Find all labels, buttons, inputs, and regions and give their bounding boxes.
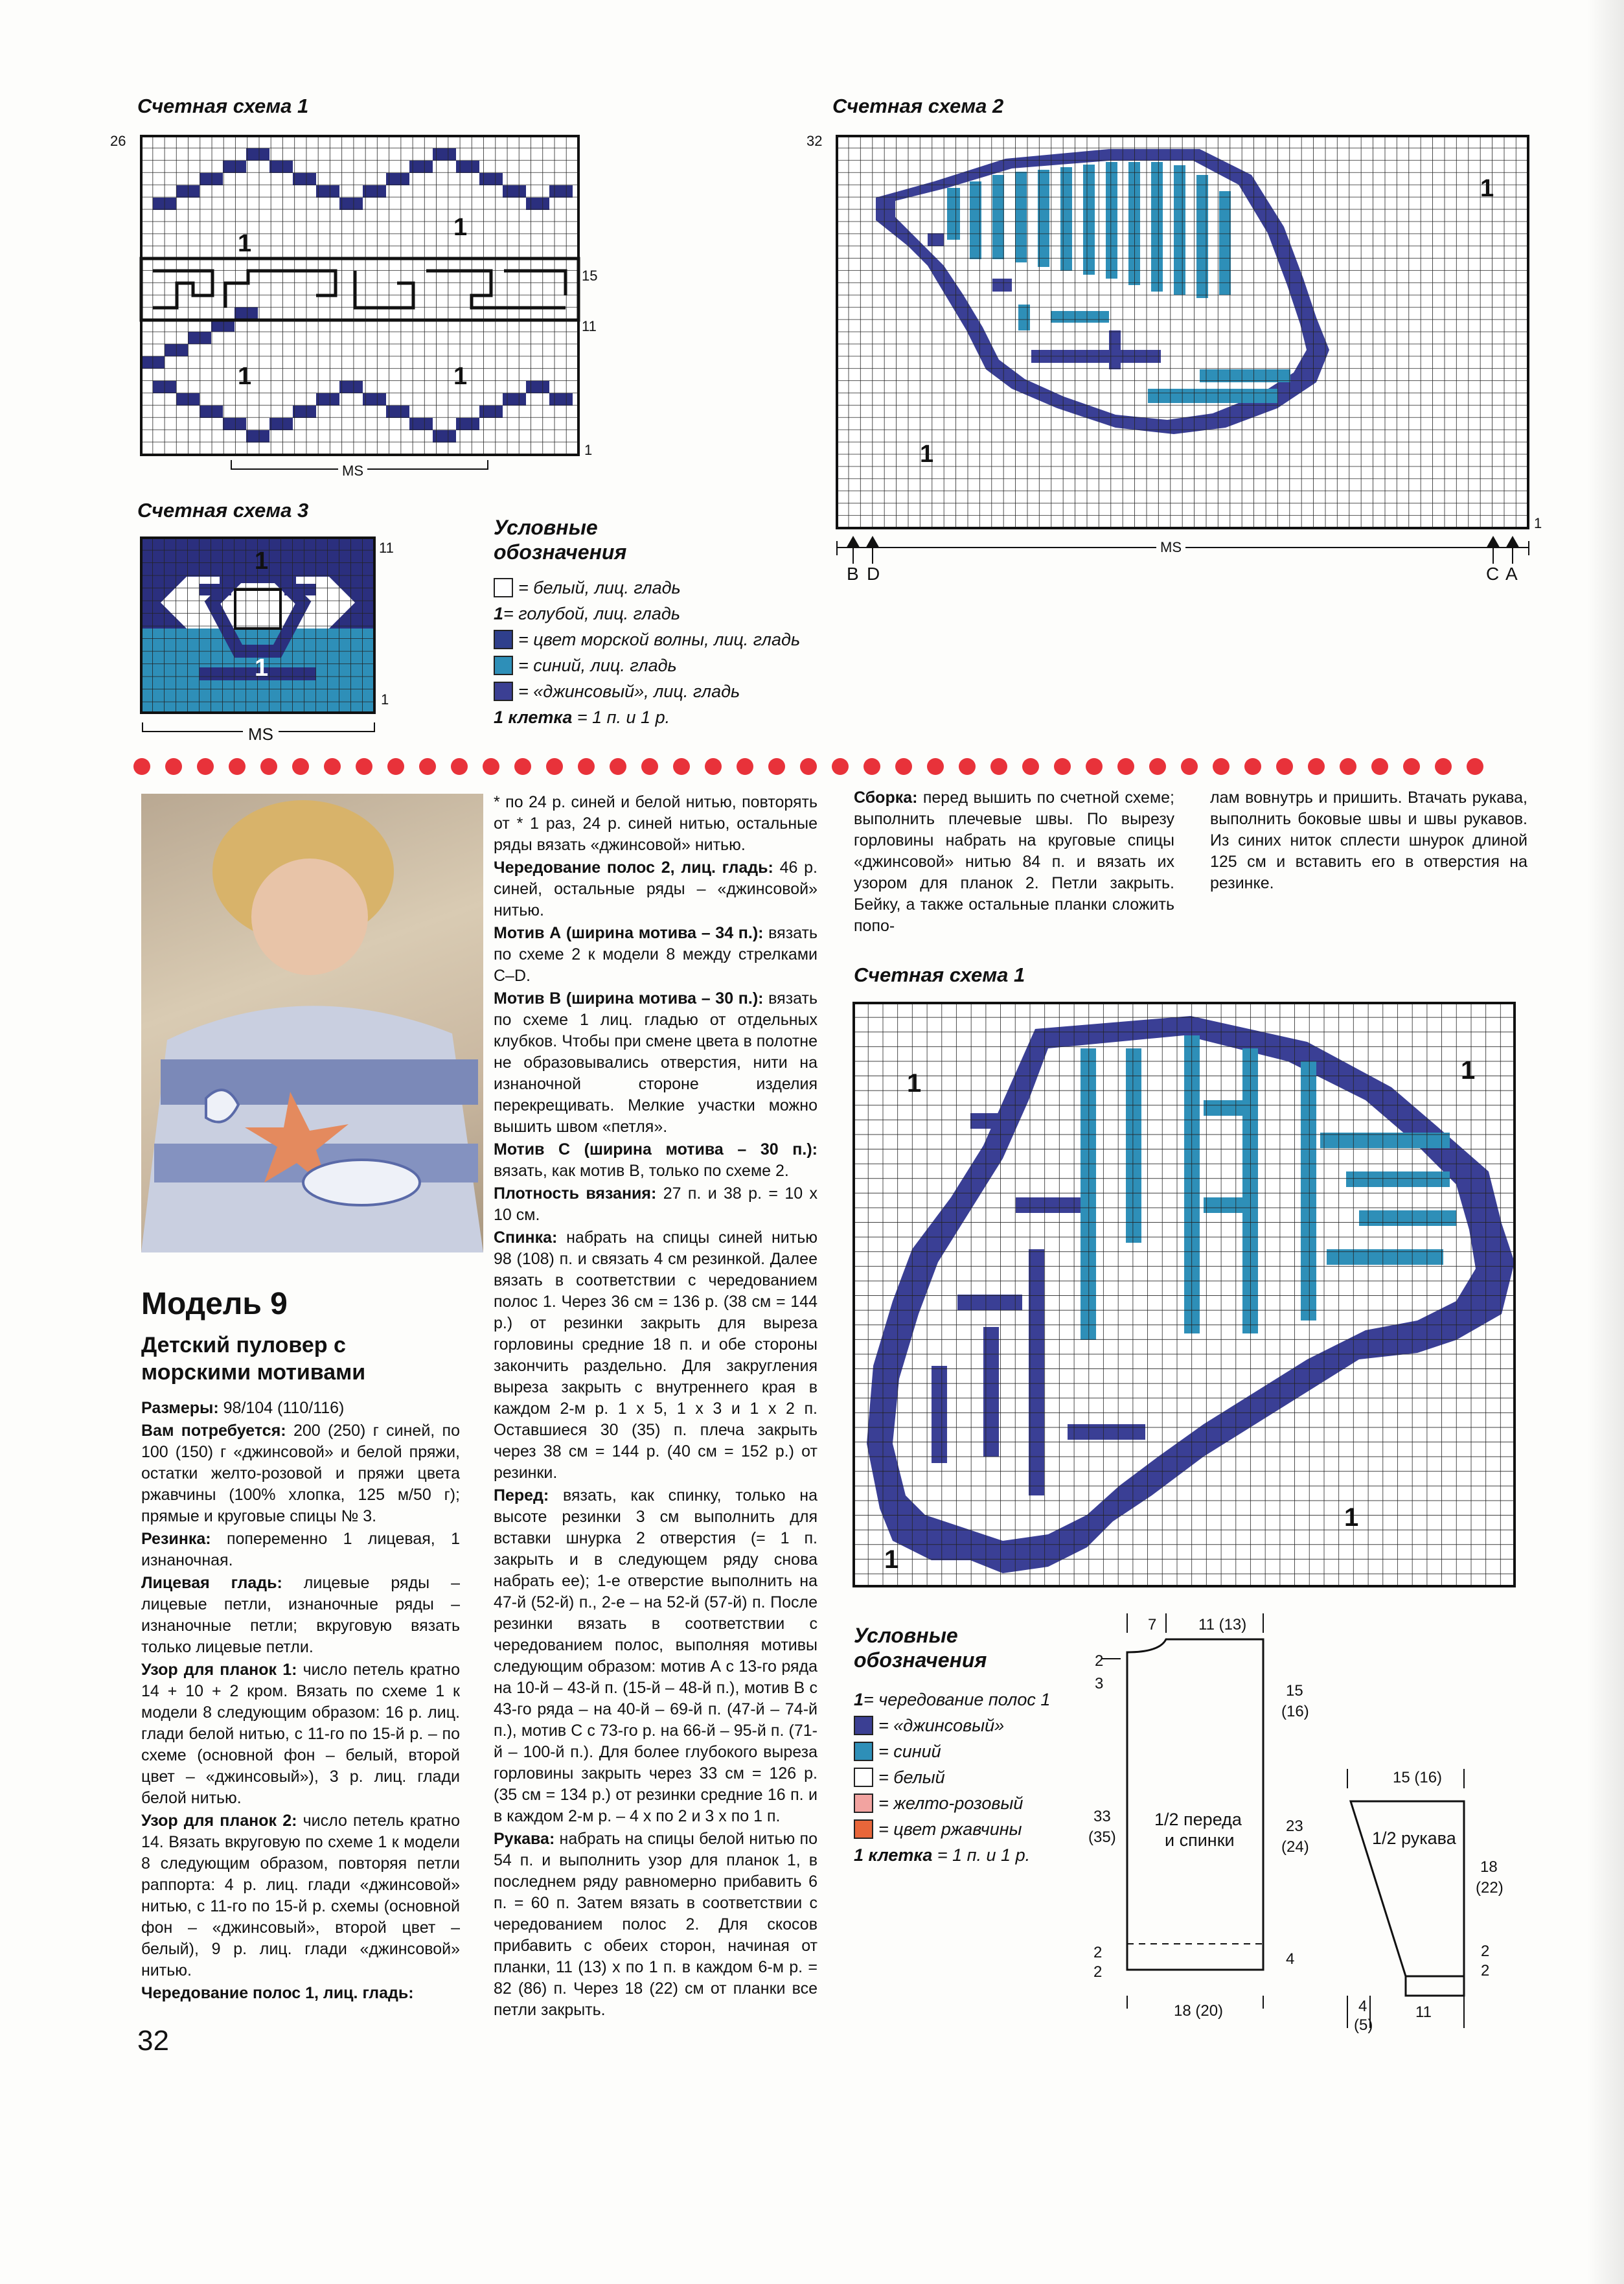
paragraph-text: число петель кратно 14 + 10 + 2 кром. Вязать по схеме 1 к модели 8 следующим образом: 16 р. лиц. глади белой нитью, с 11-го по 15-й р. – по схеме (основной фон – белый, второй цвет – «джинсовый»), 3 р. лиц. глади белой нитью. — [141, 1661, 461, 1807]
legend1-swatch-seawave — [494, 630, 513, 649]
legend2-cell-text: = 1 п. и 1 р. — [937, 1845, 1031, 1865]
dot — [1149, 758, 1166, 775]
legend1-text-siniy: = синий, лиц. гладь — [518, 655, 677, 675]
legend1-cell-key: 1 клетка — [494, 707, 573, 727]
dot — [324, 758, 341, 775]
m-15: 15 — [1286, 1682, 1303, 1700]
chart-bottom-grid — [854, 1003, 1515, 1586]
dot — [800, 758, 817, 775]
legend2-row-stripes — [854, 1687, 1050, 1713]
paragraph — [1210, 787, 1527, 894]
legend1-title-1: Условные — [494, 516, 598, 539]
paragraph — [141, 1420, 460, 1527]
paragraph-text: 200 (250) г синей, по 100 (150) г «джинсовой» и белой пряжи, остатки желто-розовой и пряжи цвета ржавчины (100% хлопка, 125 м/50 г); прямые и круговые спицы № 3. — [141, 1422, 460, 1525]
model-subtitle — [141, 1332, 365, 1386]
chart3-title: Счетная схема 3 — [137, 499, 309, 522]
paragraph — [141, 1983, 460, 2004]
dot — [165, 758, 182, 775]
paragraph-heading: Мотив А (ширина мотива – 34 п.): — [494, 924, 764, 942]
dot — [1371, 758, 1388, 775]
dot — [419, 758, 436, 775]
legend2-text-pink: = желто-розовый — [878, 1793, 1024, 1813]
paragraph-text: лицевые ряды – лицевые петли, изнаночные ряды – изнаночные петли; вкруговую вязать только лицевые петли. — [141, 1574, 461, 1656]
legend2-row-pink — [854, 1790, 1050, 1816]
chart1-row-15: 15 — [582, 268, 598, 284]
dot — [356, 758, 372, 775]
chart1-ms: MS — [338, 463, 367, 479]
dot — [292, 758, 309, 775]
m-neck-frac-top: 2 — [1095, 1652, 1104, 1670]
dot — [546, 758, 563, 775]
chart1-row-11: 11 — [582, 318, 597, 334]
m-top-7: 7 — [1148, 1616, 1157, 1633]
dot — [641, 758, 658, 775]
paragraph-heading: Лицевая гладь: — [141, 1574, 282, 1592]
paragraph — [141, 1528, 460, 1571]
dot — [1244, 758, 1261, 775]
s-18: 18 — [1480, 1858, 1498, 1876]
dot — [768, 758, 785, 775]
paragraph-text: 98/104 (110/116) — [218, 1399, 345, 1417]
legend1 — [494, 515, 800, 730]
chart-bottom-mark-1b: 1 — [1461, 1056, 1476, 1085]
chart1-title: Счетная схема 1 — [137, 95, 309, 117]
dot — [197, 758, 214, 775]
chart3-row-11: 11 — [379, 540, 394, 556]
paragraph — [141, 1659, 460, 1809]
chart2-row-1: 1 — [1534, 515, 1542, 531]
s-18b: (22) — [1476, 1879, 1504, 1897]
paragraph — [494, 1183, 818, 1226]
dot — [990, 758, 1007, 775]
paragraph — [494, 857, 818, 921]
paragraph-text: перед вышить по счетной схеме; выполнить плечевые швы. По вырезу горловины набрать на круговые спицы «джинсовой» нитью 84 п. и вязать их узором для планок 2. Петли закрыть. Бейку, а также остальные планки сложить попо- — [854, 789, 1174, 935]
paragraph-heading: Спинка: — [494, 1229, 558, 1247]
chart1-mark-1b: 1 — [453, 214, 468, 241]
chart2-title: Счетная схема 2 — [832, 95, 1004, 117]
paragraph-heading: Резинка: — [141, 1530, 211, 1548]
chart-bottom-mark-1d: 1 — [884, 1545, 899, 1574]
paragraph-heading: Мотив В (ширина мотива – 30 п.): — [494, 989, 764, 1008]
paragraph-text: 27 п. и 38 р. = 10 х 10 см. — [494, 1184, 818, 1224]
chart-bottom-mark-1a: 1 — [907, 1069, 922, 1098]
dot — [1022, 758, 1039, 775]
dot — [1117, 758, 1134, 775]
text-column-4 — [1210, 787, 1527, 895]
page-edge — [1587, 0, 1624, 2284]
paragraph — [494, 988, 818, 1138]
dot — [1340, 758, 1356, 775]
dot — [610, 758, 626, 775]
chart-bottom-title: Счетная схема 1 — [854, 963, 1025, 986]
legend1-text-white: = белый, лиц. гладь — [518, 577, 681, 597]
m-23b: (24) — [1281, 1838, 1309, 1856]
legend2-text-stripes: = чередование полос 1 — [863, 1689, 1051, 1709]
paragraph-heading: Вам потребуется: — [141, 1422, 286, 1440]
paragraph-text: число петель кратно 14. Вязать вкруговую по схеме 1 к модели 8 следующим образом, повторяя петли раппорта: 4 р. лиц. глади «джинсовой» нитью, с 11-го по 15-й р. схемы (основной фон – «джинсовый», второй цвет – белый), 9 р. лиц. глади «джинсовой» нитью. — [141, 1812, 461, 1979]
dot — [895, 758, 912, 775]
dot — [483, 758, 499, 775]
legend1-row-siniy — [494, 652, 800, 678]
chart-bottom-mark-1c: 1 — [1344, 1503, 1359, 1532]
chart1-mark-1d: 1 — [453, 363, 468, 390]
body-label-2: и спинки — [1165, 1830, 1235, 1850]
dot — [229, 758, 246, 775]
paragraph-text: вязать по схеме 2 к модели 8 между стрелками С–D. — [494, 924, 818, 985]
paragraph-heading: Чередование полос 2, лиц. гладь: — [494, 859, 773, 877]
legend2-swatch-pink — [854, 1794, 873, 1813]
m-top-11: 11 (13) — [1198, 1616, 1247, 1633]
legend2-title-1: Условные — [854, 1624, 958, 1647]
chart2-row-32: 32 — [806, 133, 823, 149]
text-column-3 — [854, 787, 1174, 938]
model-subtitle-1: Детский пуловер с — [141, 1333, 346, 1357]
paragraph-text: набрать на спицы белой нитью по 54 п. и выполнить узор для планок 1, в последнем ряду равномерно прибавить 6 п. = 60 п. Затем вязать в соответствии с чередованием полос 2. Для скосов прибавить с обеих сторон, начиная от планки, 11 (13) х по 1 п. в каждом 6-м р. = 82 (86) п. Через 18 (22) см от планки все петли закрыть. — [494, 1830, 818, 2019]
s-top: 15 (16) — [1393, 1769, 1443, 1786]
paragraph-heading: Мотив С (ширина мотива – 30 п.): — [494, 1140, 818, 1159]
m-bot-frac-top: 2 — [1093, 1944, 1103, 1961]
dot — [578, 758, 595, 775]
paragraph-text: вязать по схеме 1 лиц. гладью от отдельных клубков. Чтобы при смене цвета в полотне не образовывались отверстия, нити на изнаночной стороне изделия перекрещивать. Мелкие участки можно вышить швом «петля». — [494, 989, 818, 1136]
chart2-mark-1b: 1 — [920, 441, 934, 468]
paragraph-text: * по 24 р. синей и белой нитью, повторять от * 1 раз, 24 р. синей нитью, остальные ряды вязать «джинсовой» нитью. — [494, 793, 818, 854]
paragraph-heading: Узор для планок 2: — [141, 1812, 297, 1830]
legend2-swatch-siniy — [854, 1742, 873, 1761]
dot — [1435, 758, 1452, 775]
dot — [1308, 758, 1325, 775]
legend2-row-cell — [854, 1842, 1050, 1868]
chart2-grid — [837, 136, 1528, 528]
dot — [1276, 758, 1293, 775]
legend1-swatch-siniy — [494, 656, 513, 675]
legend2-text-siniy: = синий — [878, 1741, 941, 1761]
paragraph — [854, 787, 1174, 937]
legend2-key-1: 1 — [854, 1689, 864, 1709]
paragraph-text: 46 р. синей, остальные ряды – «джинсовой» нитью. — [494, 859, 818, 919]
sleeve-pattern-drawing — [1334, 1762, 1490, 2035]
s-11: 11 — [1415, 2003, 1432, 2021]
legend1-cell-text: = 1 п. и 1 р. — [577, 707, 670, 727]
chart3-ms: MS — [243, 724, 279, 744]
dot — [1054, 758, 1071, 775]
m-4: 4 — [1286, 1950, 1295, 1968]
chart1-row-1: 1 — [584, 442, 593, 458]
dot — [260, 758, 277, 775]
paragraph — [494, 1139, 818, 1182]
s-frac-top: 2 — [1481, 1943, 1490, 1960]
chart1-mark-1c: 1 — [238, 363, 252, 390]
chart3-row-1: 1 — [381, 691, 389, 708]
paragraph-heading: Плотность вязания: — [494, 1184, 657, 1203]
chart1-mark-1a: 1 — [238, 230, 252, 257]
dot — [832, 758, 849, 775]
text-column-2 — [494, 792, 818, 2022]
dot — [1403, 758, 1420, 775]
paragraph-heading: Рукава: — [494, 1830, 555, 1848]
legend1-swatch-white — [494, 578, 513, 597]
legend2-cell-key: 1 клетка — [854, 1845, 933, 1865]
paragraph-text: набрать на спицы синей нитью 98 (108) п. и связать 4 см резинкой. Далее вязать в соответствии с чередованием полос 1. Через 36 см = 136 р. (38 см = 144 р.) от резинки закрыть для выреза горловины средние 18 п. и обе стороны закончить раздельно. Для закругления выреза закрыть с внутреннего края в каждом 2-м р. 1 х 5, 1 х 3 и 1 х 2 п. Оставшиеся 30 (35) п. плеча закрыть через 38 см = 144 р. (40 см = 152 р.) от резинки. — [494, 1229, 818, 1482]
paragraph — [141, 1573, 460, 1658]
dot — [514, 758, 531, 775]
paragraph-text: попеременно 1 лицевая, 1 изнаночная. — [141, 1530, 460, 1569]
paragraph-heading: Чередование полос 1, лиц. гладь: — [141, 1984, 414, 2002]
s-4b: (5) — [1354, 2016, 1373, 2034]
legend1-row-blue — [494, 601, 800, 627]
paragraph — [494, 1828, 818, 2021]
legend1-text-blue: = голубой, лиц. гладь — [503, 603, 681, 623]
m-33b: (35) — [1088, 1828, 1116, 1846]
paragraph — [494, 923, 818, 987]
dot — [1181, 758, 1198, 775]
legend1-swatch-denim — [494, 682, 513, 701]
text-column-1 — [141, 1398, 460, 2005]
paragraph-text: вязать, как спинку, только на высоте резинки 3 см выполнить для вставки шнурка 2 отверстия (= 1 п. закрыть и в следующем ряду снова набрать ее); 1-е отверстие выполнить на 47-й (52-й) п., 2-е – на 52-й (57-й) п. После резинки вязать в соответствии с чередованием полос, выполняя мотивы следующим образом: мотив А с 13-го ряда на 10-й – 43-й п. (15-й – 48-й п.), мотив В с 43-го ряда – на 40-й – 69-й п. (47-й – 74-й п.), мотив С с 73-го р. на 66-й – 95-й п. (71-й – 100-й п.). Для более глубокого выреза горловины закрыть через 33 см = 126 р. (35 см = 134 р.) от резинки средние 16 п. и в каждом 2-м р. – 4 х по 2 и 3 х по 1 п. — [494, 1486, 818, 1825]
page-number: 32 — [137, 2025, 169, 2057]
legend1-key-1: 1 — [494, 603, 504, 623]
legend2-row-siniy — [854, 1738, 1050, 1764]
legend1-row-denim — [494, 678, 800, 704]
legend2 — [854, 1623, 1050, 1868]
chart2-arrow-b: B — [847, 564, 859, 584]
s-4: 4 — [1358, 1998, 1367, 2015]
legend1-row-seawave — [494, 627, 800, 652]
legend2-row-rust — [854, 1816, 1050, 1842]
legend2-text-denim: = «джинсовый» — [878, 1715, 1005, 1735]
m-33: 33 — [1093, 1808, 1111, 1825]
dot — [1213, 758, 1229, 775]
m-23: 23 — [1286, 1817, 1303, 1835]
chart3-mark-1a: 1 — [255, 548, 269, 575]
chart2-arrow-d: D — [867, 564, 880, 584]
chart1-row-26: 26 — [110, 133, 126, 149]
m-15b: (16) — [1281, 1703, 1309, 1720]
paragraph — [494, 1485, 818, 1827]
chart2-arrows — [845, 535, 1532, 567]
chart3-mark-1b: 1 — [255, 654, 269, 682]
legend2-row-white — [854, 1764, 1050, 1790]
dot — [387, 758, 404, 775]
paragraph — [141, 1810, 460, 1981]
dot — [133, 758, 150, 775]
chart1-grid — [141, 136, 578, 455]
legend1-text-seawave: = цвет морской волны, лиц. гладь — [518, 629, 801, 649]
m-18: 18 (20) — [1174, 2002, 1224, 2020]
dot — [1467, 758, 1483, 775]
paragraph-text: лам вовнутрь и пришить. Втачать рукава, выполнить боковые швы и швы рукавов. Из синих ниток сплести шнурок длиной 125 см и вставить его в отверстия на резинке. — [1210, 789, 1527, 892]
dot — [863, 758, 880, 775]
dot — [1086, 758, 1103, 775]
legend2-text-rust: = цвет ржавчины — [878, 1819, 1022, 1839]
paragraph-heading: Сборка: — [854, 789, 918, 807]
dot — [927, 758, 944, 775]
dot — [673, 758, 690, 775]
legend2-swatch-rust — [854, 1819, 873, 1839]
s-frac-bot: 2 — [1481, 1962, 1490, 1979]
legend1-row-white — [494, 575, 800, 601]
legend2-swatch-denim — [854, 1716, 873, 1735]
legend1-text-denim: = «джинсовый», лиц. гладь — [518, 681, 740, 701]
legend2-swatch-white — [854, 1768, 873, 1787]
photo-illustration — [141, 794, 483, 1252]
paragraph-heading: Размеры: — [141, 1399, 219, 1417]
chart2-ms: MS — [1156, 539, 1185, 556]
legend2-title-2: обозначения — [854, 1648, 987, 1672]
legend2-row-denim — [854, 1713, 1050, 1738]
paragraph-heading: Перед: — [494, 1486, 549, 1505]
m-neck-frac-bot: 3 — [1095, 1675, 1104, 1692]
model-photo — [141, 794, 483, 1252]
paragraph — [494, 1227, 818, 1484]
chart2-mark-1a: 1 — [1480, 175, 1494, 202]
chart2-arrow-c: C — [1486, 564, 1500, 584]
chart2-arrow-a: A — [1505, 564, 1518, 584]
dot — [705, 758, 722, 775]
model-subtitle-2: морскими мотивами — [141, 1360, 366, 1385]
dot — [451, 758, 468, 775]
legend1-title-2: обозначения — [494, 540, 627, 564]
legend1-row-cell — [494, 704, 800, 730]
paragraph-text: вязать, как мотив В, только по схеме 2. — [494, 1162, 789, 1180]
body-label-1: 1/2 переда — [1154, 1810, 1242, 1829]
sleeve-label: 1/2 рукава — [1372, 1828, 1456, 1848]
dot — [959, 758, 976, 775]
paragraph — [141, 1398, 460, 1419]
legend2-text-white: = белый — [878, 1767, 945, 1787]
model-title: Модель 9 — [141, 1287, 288, 1321]
dot-separator — [133, 758, 1498, 775]
paragraph-heading: Узор для планок 1: — [141, 1661, 297, 1679]
m-bot-frac-bot: 2 — [1093, 1963, 1103, 1981]
paragraph — [494, 792, 818, 856]
dot — [737, 758, 753, 775]
